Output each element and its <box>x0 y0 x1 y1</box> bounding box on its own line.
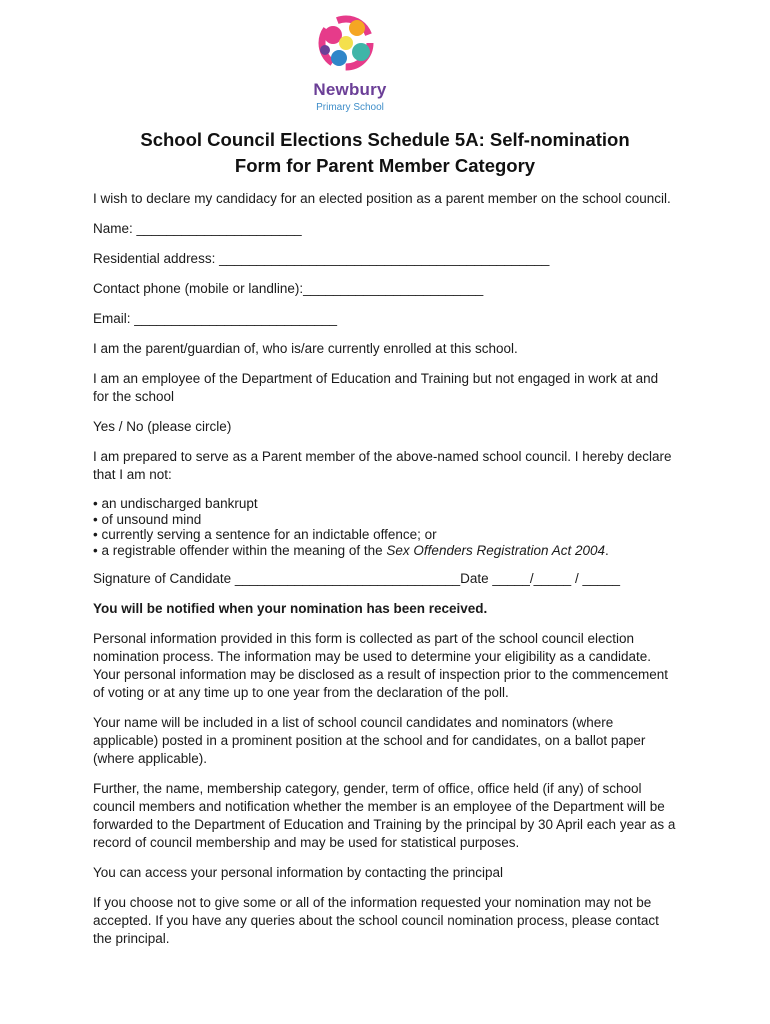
list-item <box>93 543 677 559</box>
list-item: • currently serving a sentence for an indictable offence; or <box>93 527 677 543</box>
list-item: • an undischarged bankrupt <box>93 496 677 512</box>
list-item-suffix: . <box>605 542 609 558</box>
phone-field[interactable]: Contact phone (mobile or landline):________________________ <box>93 281 484 296</box>
title-line-2: Form for Parent Member Category <box>234 155 536 176</box>
form-body <box>93 190 677 960</box>
signature-date-field[interactable]: Signature of Candidate ______________________________Date _____/_____ / _____ <box>93 571 620 586</box>
act-name: Sex Offenders Registration Act 2004 <box>386 542 606 558</box>
parent-statement: I am the parent/guardian of, who is/are currently enrolled at this school. <box>93 341 518 356</box>
list-item: • of unsound mind <box>93 512 677 528</box>
school-logo <box>300 8 400 112</box>
eligibility-list <box>93 496 677 558</box>
title-line-1: School Council Elections Schedule 5A: Self-nomination <box>140 129 630 150</box>
yes-no-option[interactable]: Yes / No (please circle) <box>93 419 232 434</box>
school-logo-icon <box>311 8 381 78</box>
list-item-text: a registrable offender within the meaning of the <box>101 542 387 558</box>
privacy-paragraph: Your name will be included in a list of school council candidates and nominators (where applicable) posted in a prominent position at the school and for candidates, on a ballot paper (where applicable). <box>93 715 646 766</box>
privacy-paragraph: You can access your personal information by contacting the principal <box>93 865 503 880</box>
privacy-paragraph: Personal information provided in this form is collected as part of the school council election nomination process. The information may be used to determine your eligibility as a candidate. Your personal information may be disclosed as a result of inspection prior to the commencement of voting or at any time up to one year from the declaration of the poll. <box>93 631 669 700</box>
school-subtitle: Primary School <box>316 102 384 113</box>
notification-notice: You will be notified when your nomination has been received. <box>93 601 488 616</box>
school-name: Newbury <box>313 80 387 99</box>
intro-text: I wish to declare my candidacy for an elected position as a parent member on the school council. <box>93 191 671 206</box>
address-field[interactable]: Residential address: ____________________________________________ <box>93 251 550 266</box>
employee-statement: I am an employee of the Department of Education and Training but not engaged in work at and for the school <box>93 371 659 404</box>
name-field[interactable]: Name: ______________________ <box>93 221 302 236</box>
email-field[interactable]: Email: ___________________________ <box>93 311 337 326</box>
privacy-paragraph: If you choose not to give some or all of the information requested your nomination may not be accepted. If you have any queries about the school council nomination process, please contact the principal. <box>93 895 659 946</box>
prepared-statement: I am prepared to serve as a Parent member of the above-named school council. I hereby declare that I am not: <box>93 449 672 482</box>
page-title <box>93 127 677 179</box>
privacy-paragraph: Further, the name, membership category, gender, term of office, office held (if any) of school council members and notification whether the member is an employee of the Department will be forwarded to the Department of Education and Training by the principal by 30 April each year as a record of council membership and may be used for statistical purposes. <box>93 781 676 850</box>
